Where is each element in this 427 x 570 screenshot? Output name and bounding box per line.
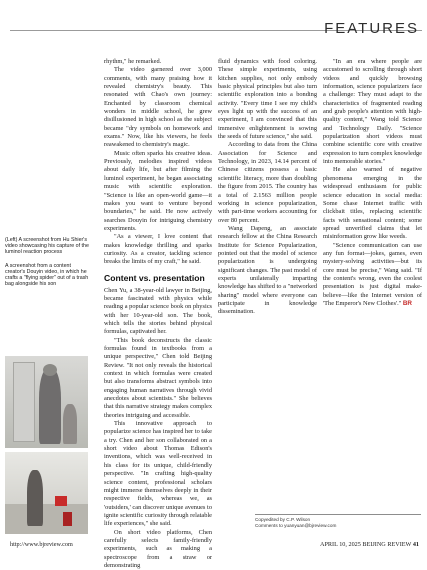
person-figure: [27, 470, 43, 526]
paragraph: Chen Yu, a 38-year-old lawyer in Beijing, became fascinated with physics while reading a popular science book on physics with her 10-year-old son. The book, which tells the stories behind physical formulas, captivated her.: [104, 286, 212, 336]
paragraph: According to data from the China Association for Science and Technology, in 2023, 14.14 percent of Chinese citizens possess a basic scientific literacy, more than doubling the figure from 2015. The country has a total of 2.1563 million people working in science popularization, with part-time workers accounting for over 80 percent.: [218, 141, 317, 224]
photo-captions: [5, 237, 91, 294]
footer-issue: [320, 541, 419, 548]
paragraph: He also warned of negative phenomena emerging in the widespread enthusiasm for public science education in social media: Some chase Internet traffic with clickbait titles, replacing scientific facts with sensational content; some spread unverified claims that let misinformation grow like weeds.: [323, 166, 422, 241]
adult-figure: [39, 368, 61, 444]
paragraph: Music often sparks his creative ideas. Previously, melodies inspired videos about daily life, but after filming the luminol experiment, he began associating music with scientific exploration. "Science is like an open-world game—it makes you want to venture beyond boundaries," he said. He now actively searches Douyin for intriguing chemistry experiments.: [104, 149, 212, 232]
page-number: 41: [412, 541, 419, 548]
caption-flying-spider: A screenshot from a content creator's Douyin video, in which he crafts a "flying spider" out of a trash bag alongside his son: [5, 262, 89, 288]
paragraph: "As a viewer, I love content that makes knowledge thrilling and sparks curiosity. As a creator, tackling science breaks the limits of my craft," he said.: [104, 233, 212, 266]
floor-shape: [5, 504, 88, 534]
photo-stack: [5, 356, 88, 534]
paragraph: Wang Dapeng, an associate research fellow at the China Research Institute for Science Popularization, pointed out that the model of science popularization is undergoing significant changes. The past model of experts unilaterally imparting knowledge has shifted to a "networked sharing" model where everyone can participate in knowledge dissemination.: [218, 224, 317, 316]
end-mark: BR: [402, 299, 413, 307]
paragraph: On short video platforms, Chen carefully selects family-friendly experiments, such as making a spectroscope from a straw or demonstrating: [104, 528, 212, 569]
paragraph-last: [323, 242, 422, 309]
credits: [255, 517, 336, 529]
paragraph: fluid dynamics with food coloring. These simple experiments, using kitchen supplies, not only embody basic physical principles but also turn scientific exploration into a bonding activity. "Every time I see my child's eyes light up with the success of an experiment, I am convinced that this immersive enlightenment is sowing the seeds of future science," she said.: [218, 58, 317, 141]
paragraph: "In an era where people are accustomed to scrolling through short videos and quickly browsing information, science popularizers face a challenge: They must adapt to the characteristics of fragmented reading and grab people's attention with high-quality content," Wang told Science and Technology Daily. "Science popularization short videos must combine scientific core with creative expression to turn complex knowledge into memorable stories.": [323, 58, 422, 166]
photo-flying-spider-outdoor: [5, 452, 88, 534]
page-header: [0, 0, 427, 50]
section-subhead: Content vs. presentation: [104, 272, 205, 283]
door-shape: [13, 362, 35, 442]
paragraph: rhythm," he remarked.: [104, 58, 162, 65]
paragraph-last-text: "Science communication can use any fun format—jokes, games, even mystery-solving activities—but its core must be precise," Wang said. "If the content's wrong, even the coolest presentation is just digital make-believe—like the Internet version of 'The Emperor's New Clothes'.": [323, 241, 422, 307]
red-object-2: [63, 512, 72, 526]
article-column-1: [104, 58, 212, 570]
credit-rule: [255, 514, 421, 515]
head-shape: [43, 364, 57, 376]
copyedit-credit: Copyedited by C.P. Wilson: [255, 517, 311, 522]
paragraph: This innovative approach to popularize science has inspired her to take a try. Chen and her son collaborated on a short video about Thomas Edison's inventions, which was well-received in his class for its unique, child-friendly perspective. "In crafting high-quality science content, professional scholars might immerse themselves deeply in their respective fields, whereas we, as 'outsiders,' can discover unique avenues to ignite scientific curiosity through relatable life experiences," she said.: [104, 420, 212, 528]
child-figure: [63, 404, 77, 444]
issue-label: APRIL 10, 2025 BEIJING REVIEW: [320, 541, 412, 548]
photo-flying-spider-indoor: [5, 356, 88, 448]
paragraph: The video garnered over 3,000 comments, with many praising how it revealed chemistry's beauty. This resonated with Chao's own journey: Enchanted by classroom chemical wonders in middle school, he grew disillusioned in high school as the subject became "dry symbols on homework and exams." Now, like his viewers, he feels reawakened to chemistry's magic.: [104, 66, 212, 149]
comments-credit: Comments to yuanyuan@bjreview.com: [255, 523, 337, 528]
red-object: [55, 496, 67, 506]
page-footer: [0, 535, 427, 560]
footer-url: http://www.bjreview.com: [10, 541, 73, 548]
section-tag: FEATURES: [324, 20, 419, 37]
caption-luminol: (Left) A screenshot from Hu Shier's video showcasing his capture of the luminol reaction process: [5, 237, 89, 256]
article-column-2: [218, 58, 422, 513]
paragraph: "This book deconstructs the classic formulas found in textbooks from a unique perspective," Chen told Beijing Review. "It not only reveals the historical context in which formulas were created but also transforms abstract symbols into engaging human narratives through vivid anecdotes about scientists." She believes that this narrative strategy makes complex theories intriguing and accessible.: [104, 336, 212, 419]
